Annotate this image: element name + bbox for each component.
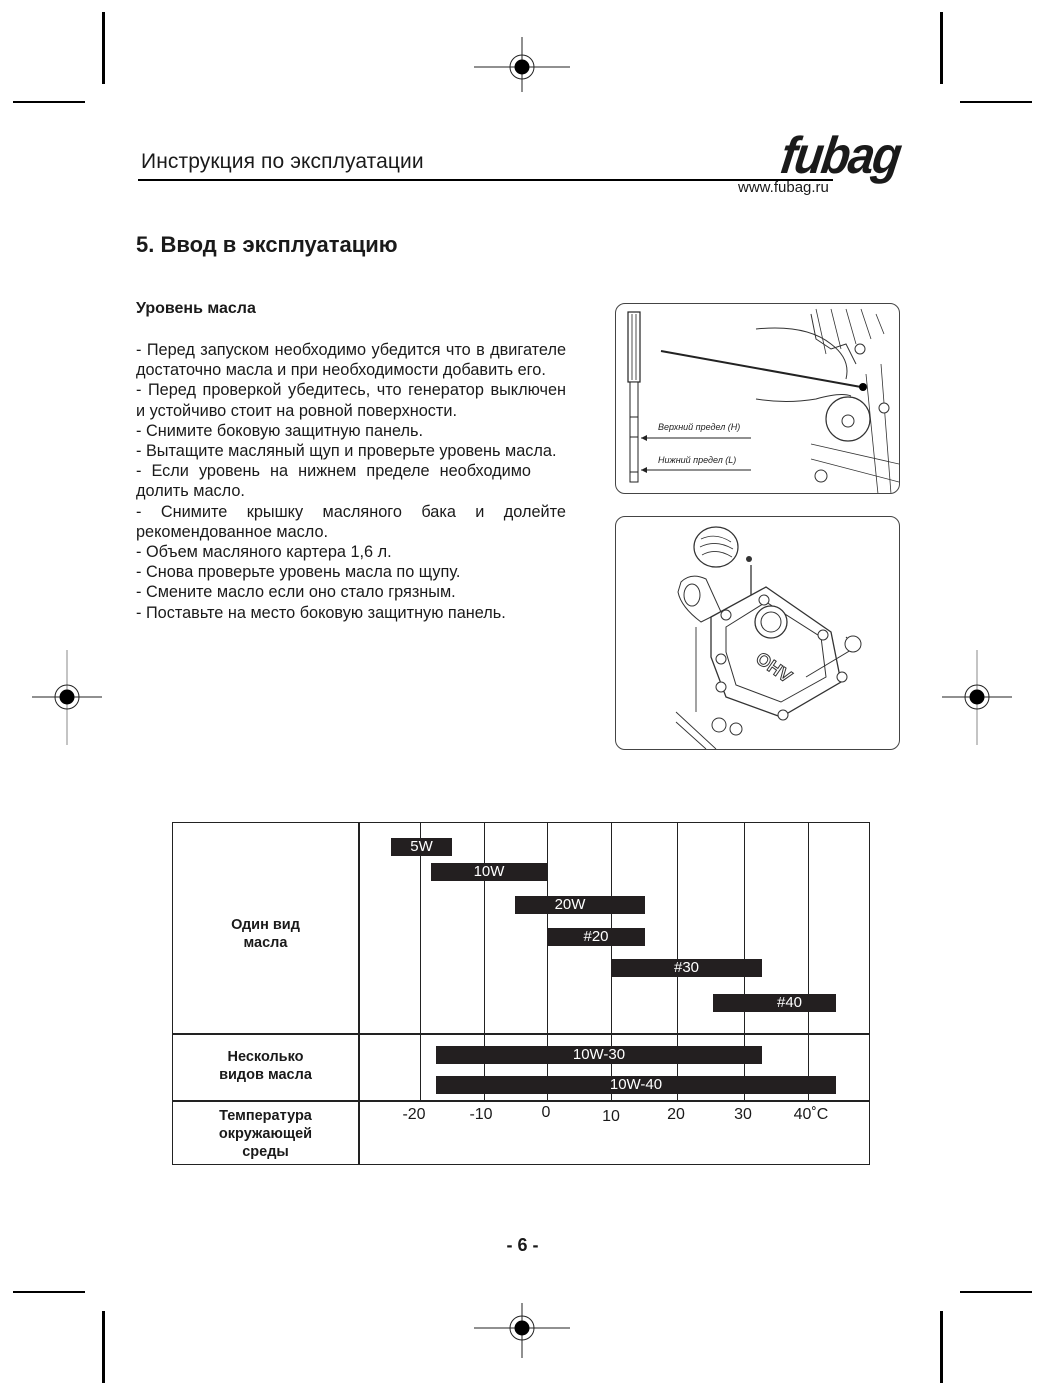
tick-label: 40˚C — [793, 1106, 829, 1123]
bar-10w: 10W — [431, 863, 547, 881]
engine-oil-cap-illustration-icon — [616, 517, 899, 749]
instruction-paragraph: - Вытащите масляный щуп и проверьте уровень масла. — [136, 442, 557, 461]
bar-20w: 20W — [515, 896, 645, 914]
instruction-paragraph: - Поставьте на место боковую защитную панель. — [136, 603, 506, 622]
tick-label: 0 — [541, 1104, 551, 1121]
row-divider — [173, 1100, 869, 1102]
grid-line-minus20 — [420, 823, 421, 1100]
crop-mark — [960, 101, 1032, 103]
registration-mark-icon — [927, 647, 1027, 747]
registration-mark-icon — [472, 1278, 572, 1378]
crop-mark — [102, 12, 105, 84]
grid-line-40 — [808, 823, 809, 1100]
crop-mark — [13, 101, 85, 103]
row-divider — [173, 1033, 869, 1035]
tick-label: -20 — [402, 1106, 426, 1123]
ohv-cover-text: OHV — [752, 648, 796, 687]
instruction-paragraph: - Снимите крышку масляного бака и долейте рекомендованное масло. — [136, 502, 566, 541]
bar-10w-30: 10W-30 — [436, 1046, 762, 1064]
instruction-paragraph: - Перед запуском необходимо убедится что в двигателе достаточно масла и при необходимости добавить его. — [136, 341, 566, 380]
crop-mark — [940, 1311, 943, 1383]
tick-label: 30 — [734, 1106, 752, 1123]
instruction-paragraph: - Объем масляного картера 1,6 л. — [136, 543, 392, 562]
crop-mark — [940, 12, 943, 84]
bar-5w: 5W — [391, 838, 452, 856]
instructions-text — [136, 340, 566, 623]
tick-label: 10 — [602, 1108, 620, 1125]
registration-mark-icon — [472, 17, 572, 117]
document-title: Инструкция по эксплуатации — [141, 150, 424, 173]
tick-label: 20 — [667, 1106, 685, 1123]
header-divider — [138, 179, 833, 181]
crop-mark — [960, 1291, 1032, 1293]
row-label-single-oil: Один вид масла — [231, 917, 300, 951]
oil-filler-figure — [615, 516, 900, 750]
website-url: www.fubag.ru — [738, 179, 829, 196]
instruction-paragraph: - Если уровень на нижнем пределе необходимо долить масло. — [136, 462, 531, 501]
bar-hash40: #40 — [713, 994, 836, 1012]
upper-limit-label: Верхний предел (H) — [658, 422, 741, 432]
row-label-temperature: Температура окружающей среды — [218, 1108, 313, 1160]
tick-label: -10 — [469, 1106, 493, 1123]
instruction-paragraph: - Смените масло если оно стало грязным. — [136, 583, 456, 602]
bar-10w-40: 10W-40 — [436, 1076, 836, 1094]
brand-logo: fubag — [777, 127, 904, 185]
row-label-multi-oil: Несколько видов масла — [219, 1049, 312, 1083]
page-number: - 6 - — [506, 1235, 539, 1255]
bar-hash20: #20 — [547, 928, 645, 946]
crop-mark — [13, 1291, 85, 1293]
crop-mark — [102, 1311, 105, 1383]
label-column-divider — [358, 823, 360, 1164]
lower-limit-label: Нижний предел (L) — [658, 455, 737, 465]
instruction-paragraph: - Снова проверьте уровень масла по щупу. — [136, 563, 461, 582]
instruction-paragraph: - Перед проверкой убедитесь, что генератор выключен и устойчиво стоит на ровной поверхности. — [136, 381, 566, 420]
dipstick-figure — [615, 303, 900, 494]
oil-viscosity-chart — [172, 822, 870, 1165]
registration-mark-icon — [17, 647, 117, 747]
subheading-oil-level: Уровень масла — [136, 300, 256, 317]
instruction-paragraph: - Снимите боковую защитную панель. — [136, 421, 424, 440]
bar-hash30: #30 — [611, 959, 762, 977]
section-title: 5. Ввод в эксплуатацию — [136, 232, 398, 257]
